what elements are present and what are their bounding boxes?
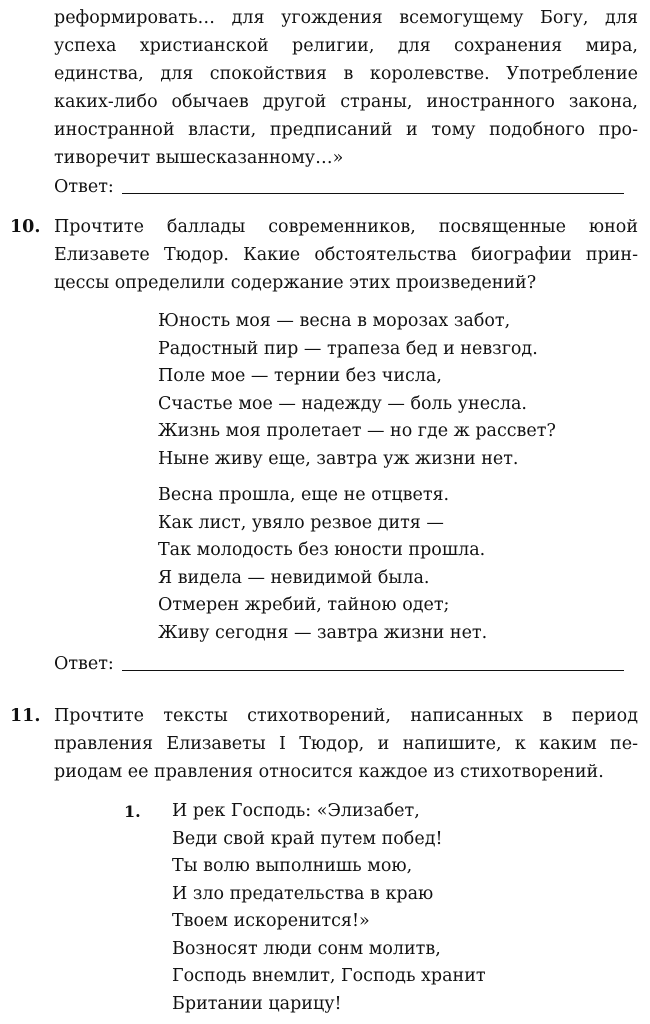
verse-line: Юность моя — весна в морозах забот, [158, 311, 511, 331]
q9-line: успеха христианской религии, для сохранения мира, [54, 36, 638, 56]
q9-line: каких-либо обычаев другой страны, иностранного закона, [54, 92, 638, 112]
q10-answer-field[interactable] [54, 650, 624, 678]
q10-ballad-stanza-2 [158, 482, 487, 647]
q11-line: правления Елизаветы I Тюдор, и напишите, к каким пе- [54, 734, 638, 754]
answer-line[interactable] [122, 192, 624, 194]
q9-line: иностранной власти, предписаний и тому подобного про- [54, 120, 638, 140]
verse-line: Поле мое — тернии без числа, [158, 366, 442, 386]
verse-line: Радостный пир — трапеза бед и невзгод. [158, 338, 538, 359]
q10-prompt [54, 213, 638, 297]
q9-line: единства, для спокойствия в королевстве. Употребление [54, 64, 638, 84]
q10-line: цессы определили содержание этих произведений? [54, 273, 537, 293]
q9-line: реформировать… для угождения всемогущему Богу, для [54, 8, 638, 28]
verse-line: Живу сегодня — завтра жизни нет. [158, 622, 488, 643]
q10-line: Прочтите баллады современников, посвященные юной [54, 217, 638, 237]
q11-number: 11. [10, 706, 41, 726]
verse-line: Так молодость без юности прошла. [158, 540, 486, 560]
answer-label: Ответ: [54, 177, 114, 197]
verse-line: Весна прошла, еще не отцветя. [158, 485, 450, 505]
verse-line: Британии царицу! [172, 993, 342, 1014]
verse-line: Отмерен жребий, тайною одет; [158, 595, 450, 615]
q11-line: Прочтите тексты стихотворений, написанных в период [54, 706, 638, 726]
q10-line: Елизавете Тюдор. Какие обстоятельства биографии прин- [54, 245, 638, 265]
q9-line: тиворечит вышесказанному…» [54, 148, 344, 168]
q10-ballad-stanza-1 [158, 308, 556, 473]
q11-poem-1 [172, 798, 486, 1018]
verse-line: Твоем искоренится!» [172, 911, 370, 931]
verse-line: Жизнь моя пролетает — но где ж рассвет? [158, 421, 556, 441]
q11-poem-1-number: 1. [124, 802, 141, 821]
q9-answer-field[interactable] [54, 173, 624, 201]
q9-tail-paragraph [54, 4, 638, 172]
verse-line: Счастье мое — надежду — боль унесла. [158, 393, 527, 414]
verse-line: Как лист, увяло резвое дитя — [158, 512, 444, 533]
verse-line: Возносят люди сонм молитв, [172, 938, 441, 959]
verse-line: Ныне живу еще, завтра уж жизни нет. [158, 448, 519, 469]
answer-line[interactable] [122, 669, 624, 671]
q10-number: 10. [10, 217, 41, 237]
verse-line: И зло предательства в краю [172, 883, 434, 904]
verse-line: Я видела — невидимой была. [158, 567, 430, 588]
q11-line: риодам ее правления относится каждое из стихотворений. [54, 762, 604, 782]
answer-label: Ответ: [54, 654, 114, 674]
q11-prompt [54, 702, 638, 786]
verse-line: И рек Господь: «Элизабет, [172, 801, 420, 821]
verse-line: Веди свой край путем побед! [172, 828, 443, 849]
verse-line: Господь внемлит, Господь хранит [172, 966, 486, 986]
verse-line: Ты волю выполнишь мою, [172, 856, 413, 876]
